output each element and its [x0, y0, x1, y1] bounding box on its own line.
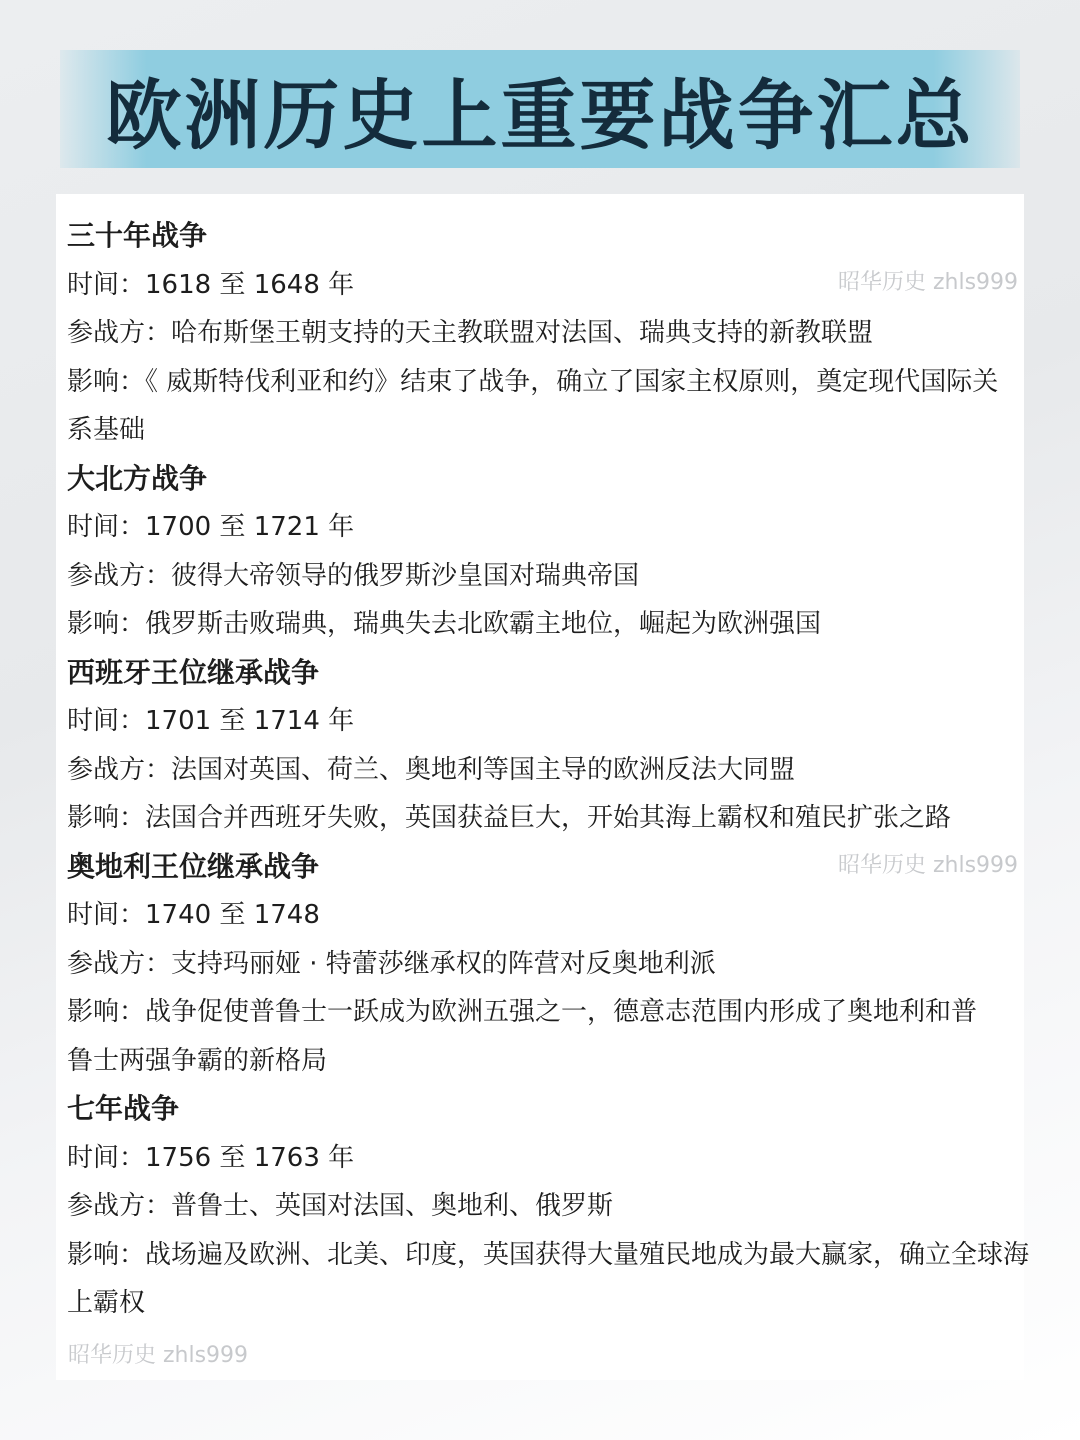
war-list	[67, 212, 1030, 1328]
war-participants: 参战方：法国对英国、荷兰、奥地利等国主导的欧洲反法大同盟	[67, 754, 796, 785]
war-impact: 影响：《 威斯特伐利亚和约》结束了战争，确立了国家主权原则，奠定现代国际关	[67, 366, 999, 397]
war-entry	[67, 1085, 1030, 1328]
page-title: 欧洲历史上重要战争汇总	[105, 70, 975, 160]
war-entry	[67, 649, 1017, 843]
war-entry	[67, 212, 1017, 455]
war-time: 时间：1618 至 1648 年	[67, 269, 355, 300]
war-title: 奥地利王位继承战争	[67, 849, 320, 883]
war-time: 时间：1740 至 1748	[67, 900, 320, 930]
war-participants: 参战方：彼得大帝领导的俄罗斯沙皇国对瑞典帝国	[67, 560, 640, 591]
war-time: 时间：1700 至 1721 年	[67, 512, 355, 542]
war-impact-continued: 鲁士两强争霸的新格局	[67, 1045, 328, 1076]
war-impact: 影响：俄罗斯击败瑞典，瑞典失去北欧霸主地位，崛起为欧洲强国	[67, 609, 822, 639]
watermark: 昭华历史 zhls999	[838, 270, 1019, 295]
war-participants: 参战方：哈布斯堡王朝支持的天主教联盟对法国、瑞典支持的新教联盟	[67, 318, 874, 348]
war-entry	[67, 455, 1017, 649]
war-participants: 参战方：支持玛丽娅 · 特蕾莎继承权的阵营对反奥地利派	[67, 948, 716, 979]
watermark: 昭华历史 zhls999	[838, 853, 1019, 878]
war-time: 时间：1701 至 1714 年	[67, 706, 355, 736]
war-impact: 影响：战争促使普鲁士一跃成为欧洲五强之一，德意志范围内形成了奥地利和普	[67, 997, 978, 1027]
watermark: 昭华历史 zhls999	[68, 1343, 249, 1368]
war-impact-continued: 系基础	[67, 415, 146, 445]
war-impact: 影响：战场遍及欧洲、北美、印度，英国获得大量殖民地成为最大赢家，确立全球海	[67, 1239, 1030, 1270]
war-title: 大北方战争	[67, 461, 208, 495]
war-title: 三十年战争	[67, 219, 208, 252]
war-time: 时间：1756 至 1763 年	[67, 1142, 355, 1173]
title-banner	[60, 50, 1020, 168]
war-impact-continued: 上霸权	[67, 1288, 146, 1318]
war-impact: 影响：法国合并西班牙失败，英国获益巨大，开始其海上霸权和殖民扩张之路	[67, 803, 952, 833]
war-participants: 参战方：普鲁士、英国对法国、奥地利、俄罗斯	[67, 1191, 614, 1221]
war-title: 七年战争	[67, 1092, 180, 1125]
war-title: 西班牙王位继承战争	[67, 655, 320, 689]
